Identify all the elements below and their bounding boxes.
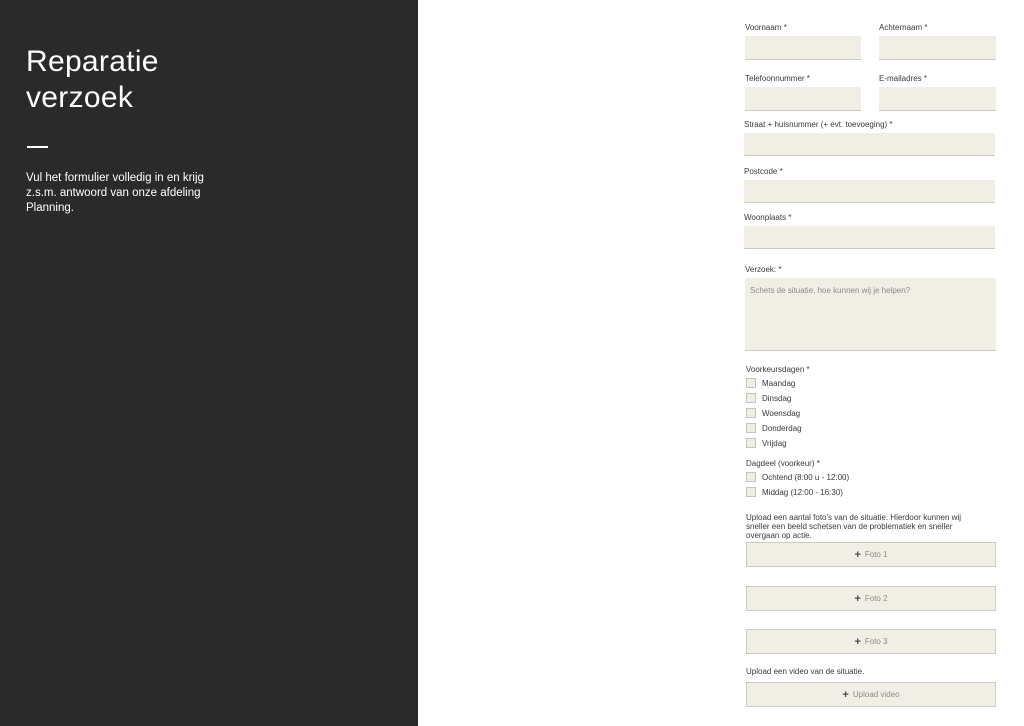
street-label: Straat + huisnummer (+ evt. toevoeging) * — [744, 120, 893, 129]
email-field[interactable] — [879, 87, 996, 111]
preferred-days-label: Voorkeursdagen * — [746, 365, 810, 374]
first-name-field[interactable] — [745, 36, 861, 60]
checkbox-box[interactable] — [746, 438, 756, 448]
intro-text: Vul het formulier volledig in en krijg z.s.m. antwoord van onze afdeling Planning. — [26, 172, 204, 214]
city-label: Woonplaats * — [744, 213, 792, 222]
checkbox-box[interactable] — [746, 408, 756, 418]
upload-photo-3-button[interactable] — [746, 629, 996, 654]
plus-icon: + — [842, 688, 849, 701]
upload-photo-2-button[interactable] — [746, 586, 996, 611]
day-part-label: Dagdeel (voorkeur) * — [746, 459, 820, 468]
checkbox-label: Donderdag — [762, 424, 802, 433]
checkbox-label: Vrijdag — [762, 439, 787, 448]
plus-icon: + — [854, 592, 861, 605]
checkbox-label: Middag (12:00 - 16:30) — [762, 488, 843, 497]
checkbox-label: Ochtend (8:00 u - 12:00) — [762, 473, 850, 482]
upload-button-label: Foto 3 — [864, 637, 888, 646]
phone-label: Telefoonnummer * — [745, 74, 810, 83]
request-textarea[interactable] — [745, 278, 996, 351]
checkbox-box[interactable] — [746, 378, 756, 388]
email-label: E-mailadres * — [879, 74, 928, 83]
upload-button-label: Foto 2 — [864, 594, 888, 603]
last-name-field[interactable] — [879, 36, 996, 60]
checkbox-box[interactable] — [746, 487, 756, 497]
city-field[interactable] — [744, 226, 995, 249]
plus-icon: + — [854, 635, 861, 648]
photo-upload-note: Upload een aantal foto's van de situatie. Hierdoor kunnen wij sneller een beeld schetsen van de problematiek en sneller overgaan op actie. — [746, 513, 961, 540]
upload-photo-1-button[interactable] — [746, 542, 996, 567]
plus-icon: + — [854, 548, 861, 561]
checkbox-box[interactable] — [746, 393, 756, 403]
upload-video-button[interactable] — [746, 682, 996, 707]
checkbox-box[interactable] — [746, 423, 756, 433]
video-upload-note: Upload een video van de situatie. — [746, 667, 865, 676]
phone-field[interactable] — [745, 87, 861, 111]
page-title: Reparatie verzoek — [26, 45, 159, 114]
checkbox-label: Dinsdag — [762, 394, 792, 403]
postcode-label: Postcode * — [744, 167, 783, 176]
last-name-label: Achternaam * — [879, 23, 928, 32]
postcode-field[interactable] — [744, 180, 995, 203]
first-name-label: Voornaam * — [745, 23, 787, 32]
request-label: Verzoek: * — [745, 265, 782, 274]
checkbox-label: Maandag — [762, 379, 796, 388]
checkbox-box[interactable] — [746, 472, 756, 482]
street-field[interactable] — [744, 133, 995, 156]
upload-button-label: Upload video — [852, 690, 900, 699]
checkbox-label: Woensdag — [762, 409, 801, 418]
upload-button-label: Foto 1 — [864, 550, 888, 559]
